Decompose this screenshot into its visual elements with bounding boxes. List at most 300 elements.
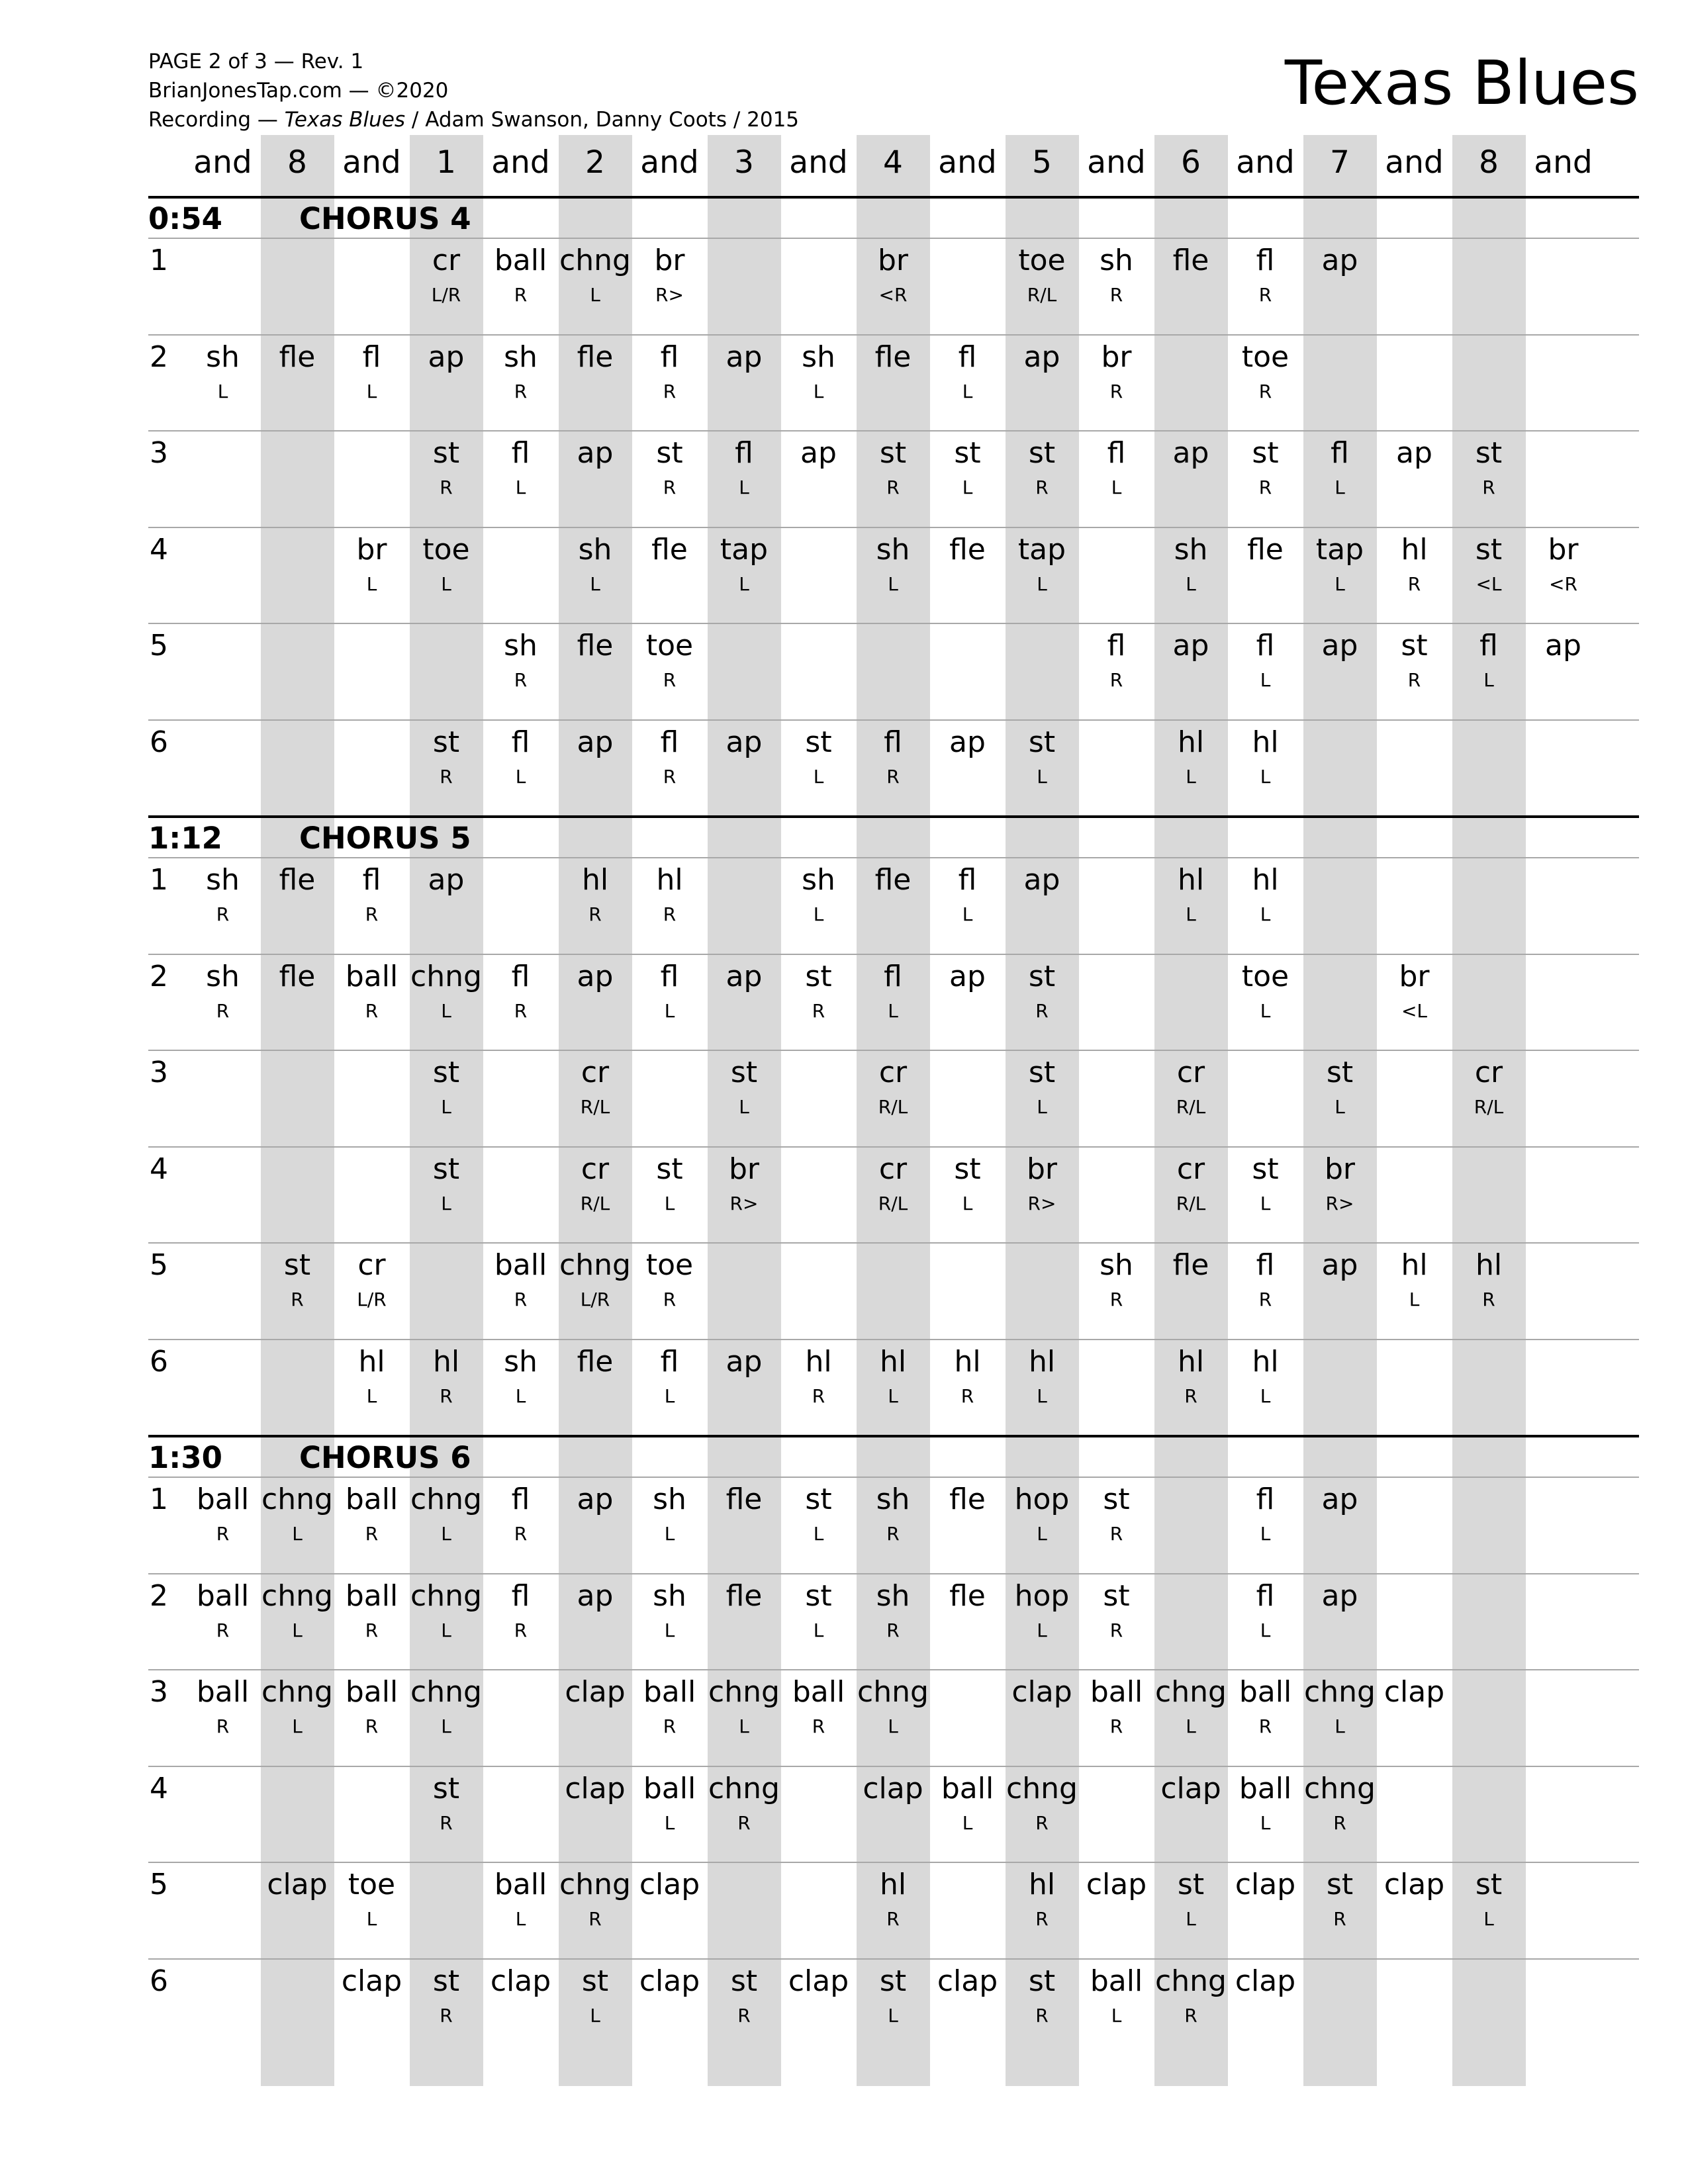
step-name: chng <box>261 1578 333 1613</box>
step-name: sh <box>653 1578 686 1613</box>
step-name: clap <box>1235 1964 1296 1998</box>
foot-indicator: L <box>813 765 824 788</box>
step-name: ap <box>577 1482 614 1516</box>
foot-indicator: R <box>1109 1289 1123 1310</box>
site-link[interactable]: BrianJonesTap.com <box>148 79 342 103</box>
foot-indicator: R <box>1109 1523 1123 1545</box>
beat-header: and <box>1087 144 1146 181</box>
chorus-label-rule <box>148 238 1639 239</box>
chorus-time: 0:54 <box>148 201 222 236</box>
foot-indicator: L <box>664 1811 675 1834</box>
foot-indicator: L <box>1483 669 1494 691</box>
foot-indicator: R/L <box>1027 284 1057 306</box>
foot-indicator: R <box>1258 1715 1272 1737</box>
step-name: st <box>879 436 907 470</box>
step-name: st <box>1326 1868 1354 1901</box>
step-name: clap <box>639 1868 700 1901</box>
step-name: hl <box>879 1868 907 1901</box>
step-name: ap <box>1172 436 1209 470</box>
foot-indicator: L <box>1483 1908 1494 1930</box>
foot-indicator: L <box>962 477 973 498</box>
step-name: fle <box>949 1578 986 1613</box>
step-name: st <box>432 1056 460 1089</box>
step-name: br <box>654 244 685 277</box>
foot-indicator: R <box>1258 380 1272 402</box>
step-name: sh <box>504 1344 538 1379</box>
step-name: hl <box>805 1344 832 1379</box>
beat-header: 1 <box>436 144 456 181</box>
step-name: st <box>805 725 832 759</box>
step-name: ball <box>1239 1771 1292 1805</box>
step-name: ball <box>196 1482 250 1516</box>
chorus-label-rule <box>148 857 1639 858</box>
foot-indicator: R <box>365 999 379 1022</box>
beat-header: 5 <box>1032 144 1052 181</box>
step-name: toe <box>348 1868 396 1901</box>
step-name: hl <box>358 1344 385 1379</box>
foot-indicator: L <box>962 1811 973 1834</box>
beat-header: 7 <box>1330 144 1350 181</box>
site-credit-line <box>148 81 448 101</box>
foot-indicator: L <box>441 999 451 1022</box>
step-name: sh <box>578 532 612 567</box>
step-name: ball <box>1239 1675 1292 1709</box>
foot-indicator: R <box>588 903 602 925</box>
step-name: fl <box>958 863 977 897</box>
step-name: cr <box>357 1248 386 1282</box>
foot-indicator: L <box>813 903 824 925</box>
step-name: ap <box>1172 629 1209 662</box>
foot-indicator: R <box>663 903 677 925</box>
step-name: ap <box>1545 629 1581 662</box>
step-name: chng <box>261 1482 333 1516</box>
row-divider <box>148 1573 1639 1574</box>
foot-indicator: <R <box>878 284 908 306</box>
chorus-label: CHORUS 5 <box>299 821 471 856</box>
measure-number: 1 <box>150 1482 168 1516</box>
foot-indicator: L <box>813 380 824 402</box>
step-name: sh <box>504 629 538 662</box>
beat-header: 3 <box>734 144 754 181</box>
foot-indicator: R <box>291 1289 304 1310</box>
step-name: br <box>1324 1152 1356 1186</box>
step-name: fl <box>1479 629 1498 662</box>
row-divider <box>148 1766 1639 1767</box>
chorus-label-rule <box>148 1477 1639 1478</box>
step-name: st <box>1028 1964 1056 1998</box>
foot-indicator: R <box>440 1385 453 1407</box>
row-divider <box>148 527 1639 528</box>
step-name: fle <box>577 629 614 662</box>
foot-indicator: R <box>1109 1619 1123 1641</box>
step-name: st <box>730 1056 758 1089</box>
step-name: sh <box>1100 244 1133 277</box>
foot-indicator: R <box>216 1715 230 1737</box>
step-name: cr <box>581 1056 610 1089</box>
measure-number: 2 <box>150 1578 168 1613</box>
beat-header: 8 <box>287 144 307 181</box>
step-name: st <box>805 959 832 993</box>
foot-indicator: R <box>663 1289 677 1310</box>
step-name: st <box>656 1152 683 1186</box>
row-divider <box>148 1242 1639 1244</box>
foot-indicator: R <box>663 1715 677 1737</box>
recording-title: Texas Blues <box>284 108 406 132</box>
foot-indicator: L <box>1260 765 1271 788</box>
foot-indicator: L <box>1186 572 1196 595</box>
step-name: cr <box>1176 1056 1205 1089</box>
foot-indicator: R/L <box>1176 1192 1206 1214</box>
step-name: ball <box>494 1248 547 1282</box>
foot-indicator: L <box>1037 1619 1047 1641</box>
step-name: clap <box>1086 1868 1147 1901</box>
foot-indicator: R <box>365 1619 379 1641</box>
step-name: fl <box>362 863 381 897</box>
step-name: fl <box>1256 1248 1275 1282</box>
foot-indicator: R/L <box>580 1096 610 1118</box>
row-divider <box>148 1146 1639 1148</box>
foot-indicator: L <box>1111 2004 1122 2026</box>
step-name: tap <box>1017 532 1066 567</box>
step-name: ap <box>428 340 465 374</box>
foot-indicator: L <box>217 380 228 402</box>
step-name: ap <box>1321 1482 1358 1516</box>
step-name: cr <box>581 1152 610 1186</box>
foot-indicator: R/L <box>1474 1096 1504 1118</box>
foot-indicator: R <box>1035 1908 1049 1930</box>
step-name: st <box>581 1964 609 1998</box>
row-divider <box>148 1339 1639 1340</box>
step-name: chng <box>1304 1675 1376 1709</box>
step-name: hl <box>1177 863 1205 897</box>
foot-indicator: L <box>1186 1908 1196 1930</box>
foot-indicator: L <box>739 572 749 595</box>
step-name: ball <box>494 1868 547 1901</box>
foot-indicator: R <box>440 1811 453 1834</box>
foot-indicator: L <box>515 765 526 788</box>
foot-indicator: R <box>1184 1385 1197 1407</box>
step-name: chng <box>857 1675 929 1709</box>
step-name: br <box>1026 1152 1058 1186</box>
step-name: st <box>1252 436 1279 470</box>
foot-indicator: L <box>441 1096 451 1118</box>
foot-indicator: R <box>886 1523 900 1545</box>
step-name: cr <box>878 1152 908 1186</box>
foot-indicator: L <box>1260 1619 1271 1641</box>
step-name: hl <box>879 1344 907 1379</box>
foot-indicator: L <box>292 1523 303 1545</box>
step-name: ap <box>949 959 986 993</box>
foot-indicator: L <box>888 1715 898 1737</box>
step-name: cr <box>878 1056 908 1089</box>
foot-indicator: L <box>1260 999 1271 1022</box>
step-name: clap <box>639 1964 700 1998</box>
foot-indicator: L <box>1260 1523 1271 1545</box>
step-name: st <box>805 1578 832 1613</box>
foot-indicator: R <box>737 1811 751 1834</box>
foot-indicator: L <box>1260 1811 1271 1834</box>
step-name: clap <box>565 1771 626 1805</box>
step-name: tap <box>1315 532 1364 567</box>
step-name: st <box>432 1771 460 1805</box>
foot-indicator: R <box>1482 1289 1495 1310</box>
step-name: fle <box>279 863 316 897</box>
row-divider <box>148 1050 1639 1051</box>
foot-indicator: L <box>1186 1715 1196 1737</box>
foot-indicator: L <box>888 999 898 1022</box>
measure-number: 2 <box>150 340 168 374</box>
step-name: fle <box>279 959 316 993</box>
step-name: ball <box>1090 1675 1143 1709</box>
beat-header: and <box>640 144 699 181</box>
step-name: ap <box>726 725 763 759</box>
foot-indicator: L <box>1186 903 1196 925</box>
foot-indicator: R/L <box>580 1192 610 1214</box>
foot-indicator: R <box>440 477 453 498</box>
step-name: ap <box>1023 340 1060 374</box>
foot-indicator: L <box>1037 572 1047 595</box>
step-name: chng <box>410 1482 482 1516</box>
step-name: st <box>1028 725 1056 759</box>
step-name: clap <box>1383 1868 1445 1901</box>
step-name: chng <box>410 1675 482 1709</box>
foot-indicator: R> <box>1027 1192 1056 1214</box>
step-name: sh <box>206 959 240 993</box>
step-name: chng <box>410 959 482 993</box>
foot-indicator: L <box>441 572 451 595</box>
step-name: hl <box>432 1344 460 1379</box>
foot-indicator: R <box>1035 1811 1049 1834</box>
copyright: — ©2020 <box>342 79 449 103</box>
foot-indicator: L <box>664 999 675 1022</box>
chorus-time: 1:12 <box>148 821 222 856</box>
foot-indicator: L <box>515 477 526 498</box>
foot-indicator: R <box>663 669 677 691</box>
step-name: hl <box>1401 532 1428 567</box>
step-name: fl <box>1256 1482 1275 1516</box>
step-name: ap <box>1321 1248 1358 1282</box>
foot-indicator: L <box>441 1523 451 1545</box>
foot-indicator: L <box>1260 903 1271 925</box>
step-name: st <box>1475 436 1503 470</box>
step-name: st <box>1103 1578 1130 1613</box>
foot-indicator: R/L <box>1176 1096 1206 1118</box>
foot-indicator: R <box>886 765 900 788</box>
measure-number: 3 <box>150 1675 168 1709</box>
foot-indicator: R <box>886 1619 900 1641</box>
beat-header: and <box>938 144 997 181</box>
beat-header: 2 <box>585 144 605 181</box>
foot-indicator: L <box>664 1619 675 1641</box>
row-divider <box>148 334 1639 336</box>
step-name: hl <box>1028 1344 1056 1379</box>
step-name: ball <box>643 1771 696 1805</box>
recording-artists: / Adam Swanson, Danny Coots / 2015 <box>405 108 800 132</box>
step-name: hl <box>581 863 609 897</box>
step-name: fl <box>1107 436 1126 470</box>
foot-indicator: L <box>1409 1289 1420 1310</box>
step-name: ap <box>1321 244 1358 277</box>
foot-indicator: L/R <box>580 1289 610 1310</box>
step-name: sh <box>876 532 910 567</box>
step-name: sh <box>802 340 835 374</box>
step-name: fl <box>958 340 977 374</box>
chorus-label: CHORUS 6 <box>299 1440 471 1475</box>
foot-indicator: L <box>441 1619 451 1641</box>
step-name: cr <box>1474 1056 1503 1089</box>
step-name: sh <box>876 1578 910 1613</box>
step-name: br <box>728 1152 760 1186</box>
page-info: PAGE 2 of 3 — Rev. 1 <box>148 50 364 73</box>
foot-indicator: R <box>1407 669 1421 691</box>
step-name: ap <box>800 436 837 470</box>
foot-indicator: R <box>514 669 528 691</box>
beat-header: and <box>1534 144 1593 181</box>
beat-column-shade <box>261 135 334 2086</box>
foot-indicator: R <box>961 1385 974 1407</box>
step-name: hl <box>1475 1248 1503 1282</box>
foot-indicator: R> <box>1325 1192 1354 1214</box>
step-name: fle <box>651 532 688 567</box>
step-name: fle <box>1172 244 1209 277</box>
beat-header: and <box>1385 144 1444 181</box>
step-name: ball <box>643 1675 696 1709</box>
step-name: toe <box>1241 340 1289 374</box>
foot-indicator: L <box>888 1385 898 1407</box>
foot-indicator: L <box>1335 1096 1345 1118</box>
chorus-label: CHORUS 4 <box>299 201 471 236</box>
step-name: st <box>805 1482 832 1516</box>
foot-indicator: L <box>441 1192 451 1214</box>
foot-indicator: L <box>1037 1385 1047 1407</box>
foot-indicator: R <box>663 477 677 498</box>
step-name: clap <box>788 1964 849 1998</box>
foot-indicator: L <box>366 572 377 595</box>
step-name: clap <box>490 1964 551 1998</box>
step-name: fl <box>884 725 902 759</box>
step-name: sh <box>206 340 240 374</box>
measure-number: 3 <box>150 1056 168 1089</box>
foot-indicator: R <box>1109 380 1123 402</box>
foot-indicator: L <box>1260 669 1271 691</box>
foot-indicator: R <box>1258 284 1272 306</box>
foot-indicator: L <box>1186 765 1196 788</box>
step-name: fl <box>511 725 530 759</box>
step-name: hl <box>1252 863 1279 897</box>
foot-indicator: L <box>888 2004 898 2026</box>
foot-indicator: R <box>1482 477 1495 498</box>
step-name: fl <box>1256 244 1275 277</box>
step-name: ap <box>726 1344 763 1379</box>
foot-indicator: L <box>1037 765 1047 788</box>
foot-indicator: L <box>962 380 973 402</box>
step-name: st <box>283 1248 311 1282</box>
step-name: hop <box>1014 1578 1070 1613</box>
foot-indicator: L <box>739 477 749 498</box>
foot-indicator: L <box>590 572 600 595</box>
foot-indicator: R <box>514 380 528 402</box>
foot-indicator: L <box>1335 572 1345 595</box>
step-name: fl <box>660 340 679 374</box>
foot-indicator: R <box>812 1715 825 1737</box>
foot-indicator: L <box>590 284 600 306</box>
step-name: st <box>1028 959 1056 993</box>
step-name: ball <box>345 959 399 993</box>
step-name: st <box>954 436 981 470</box>
step-name: hop <box>1014 1482 1070 1516</box>
foot-indicator: R <box>588 1908 602 1930</box>
step-name: chng <box>1304 1771 1376 1805</box>
measure-number: 3 <box>150 436 168 470</box>
step-name: hl <box>1177 1344 1205 1379</box>
step-name: chng <box>1155 1964 1227 1998</box>
step-name: hl <box>1177 725 1205 759</box>
step-name: st <box>730 1964 758 1998</box>
step-name: sh <box>802 863 835 897</box>
foot-indicator: R <box>216 999 230 1022</box>
step-name: toe <box>645 629 694 662</box>
step-name: fl <box>735 436 753 470</box>
foot-indicator: L <box>1260 1192 1271 1214</box>
step-name: fl <box>1256 629 1275 662</box>
foot-indicator: <R <box>1549 572 1577 595</box>
step-name: fle <box>874 340 912 374</box>
step-name: tap <box>720 532 769 567</box>
foot-indicator: L <box>813 1619 824 1641</box>
step-name: ap <box>577 436 614 470</box>
step-name: fl <box>511 1578 530 1613</box>
foot-indicator: L/R <box>431 284 461 306</box>
foot-indicator: R> <box>655 284 684 306</box>
step-name: st <box>432 725 460 759</box>
step-name: hl <box>1252 725 1279 759</box>
step-name: fle <box>279 340 316 374</box>
step-name: chng <box>410 1578 482 1613</box>
foot-indicator: L <box>1037 1523 1047 1545</box>
step-name: st <box>432 1152 460 1186</box>
step-name: ap <box>1396 436 1432 470</box>
foot-indicator: L <box>962 903 973 925</box>
step-name: ball <box>196 1675 250 1709</box>
step-name: sh <box>504 340 538 374</box>
foot-indicator: L <box>664 1385 675 1407</box>
step-name: st <box>656 436 683 470</box>
step-name: br <box>356 532 387 567</box>
step-name: clap <box>267 1868 328 1901</box>
measure-number: 1 <box>150 244 168 277</box>
step-name: clap <box>937 1964 998 1998</box>
foot-indicator: R <box>365 903 379 925</box>
measure-number: 6 <box>150 1344 168 1379</box>
beat-header: 8 <box>1479 144 1499 181</box>
foot-indicator: L <box>664 1192 675 1214</box>
foot-indicator: R/L <box>878 1096 908 1118</box>
step-name: hl <box>1401 1248 1428 1282</box>
beat-header: and <box>789 144 848 181</box>
foot-indicator: R> <box>729 1192 759 1214</box>
step-name: cr <box>1176 1152 1205 1186</box>
step-name: st <box>1252 1152 1279 1186</box>
step-name: sh <box>876 1482 910 1516</box>
step-name: sh <box>653 1482 686 1516</box>
step-name: fle <box>726 1578 763 1613</box>
row-divider <box>148 954 1639 955</box>
step-name: chng <box>559 244 631 277</box>
step-name: st <box>879 1964 907 1998</box>
step-name: ball <box>345 1578 399 1613</box>
foot-indicator: R <box>514 1523 528 1545</box>
step-name: fl <box>1107 629 1126 662</box>
